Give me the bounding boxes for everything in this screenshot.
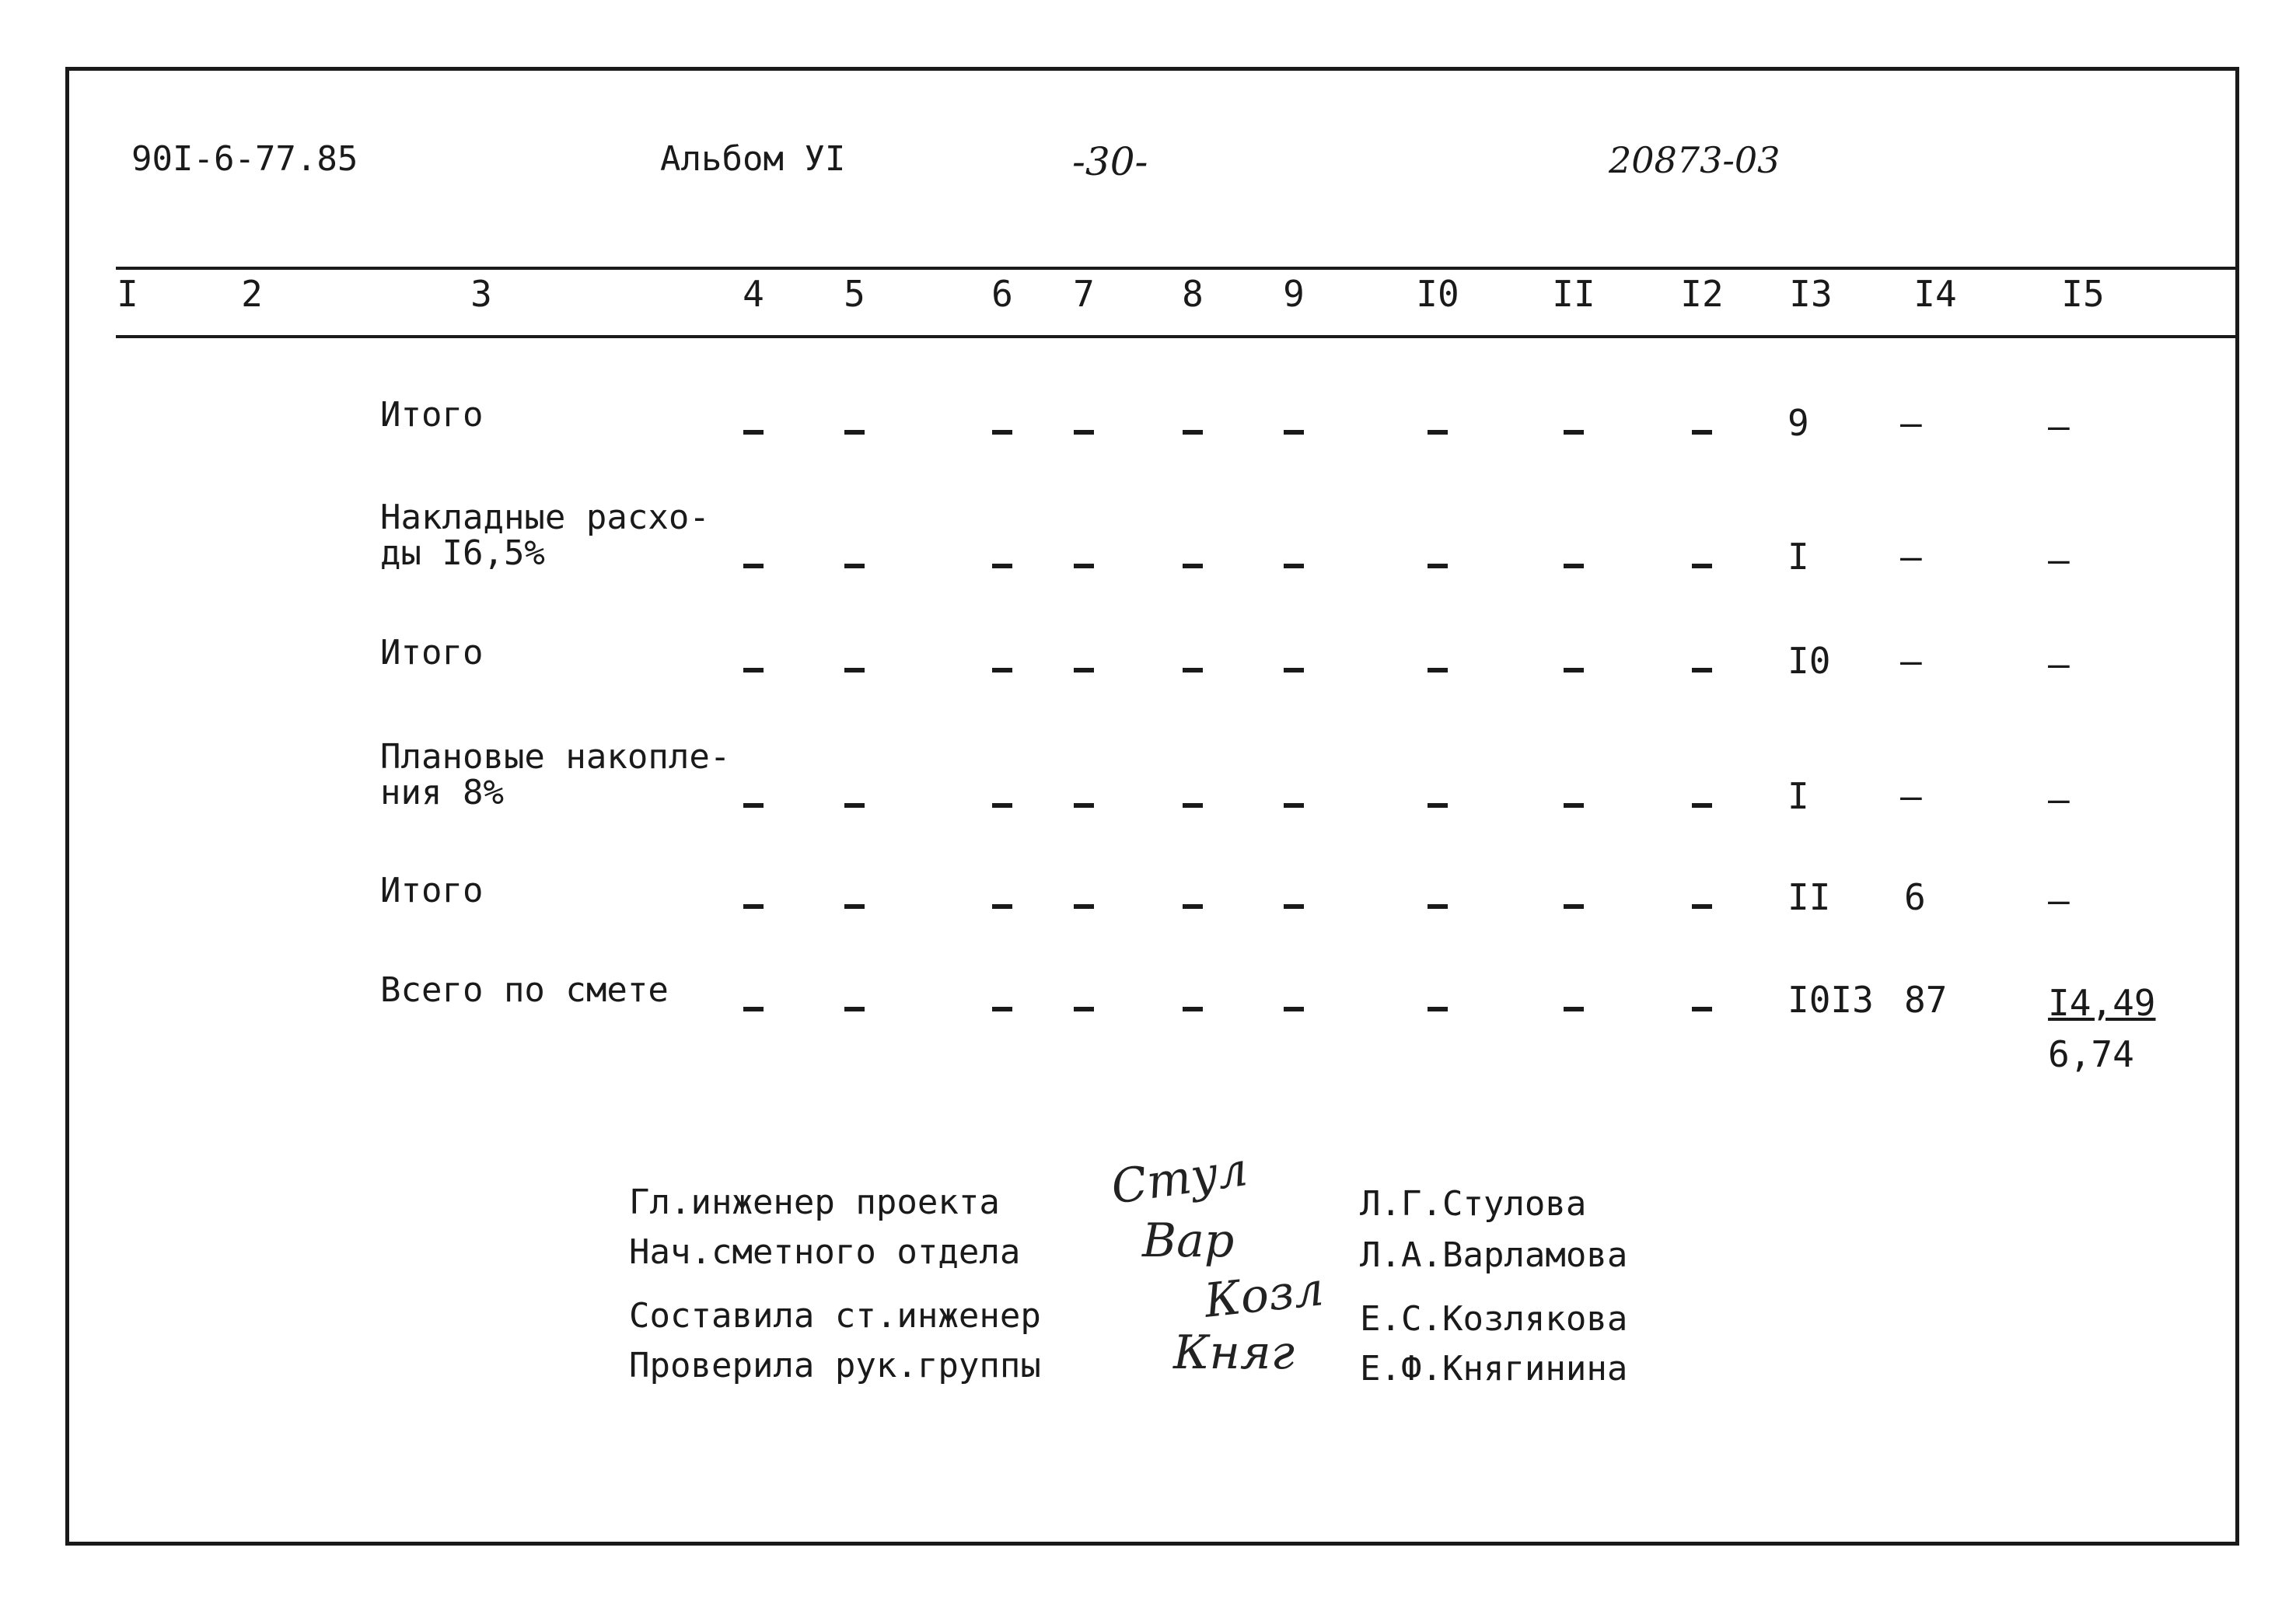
- cell-col15: –: [2048, 778, 2070, 820]
- cell-col14: –: [1900, 640, 1922, 682]
- signature-role: Проверила рук.группы: [629, 1346, 1041, 1385]
- cell-col13: I0I3: [1788, 979, 1874, 1021]
- column-number: II: [1552, 273, 1595, 315]
- empty-cell-dash: [992, 668, 1012, 672]
- empty-cell-dash: [1284, 803, 1304, 808]
- signature-name: Е.С.Козлякова: [1360, 1299, 1628, 1339]
- album-label: Альбом УI: [660, 139, 846, 179]
- empty-cell-dash: [1284, 904, 1304, 909]
- empty-cell-dash: [1564, 803, 1584, 808]
- row-label: Всего по смете: [380, 970, 669, 1010]
- empty-cell-dash: [844, 803, 865, 808]
- empty-cell-dash: [992, 904, 1012, 909]
- signature-role: Гл.инженер проекта: [629, 1183, 1000, 1222]
- column-number: 7: [1073, 273, 1095, 315]
- empty-cell-dash: [743, 668, 764, 672]
- signature-role: Нач.сметного отдела: [629, 1232, 1021, 1272]
- empty-cell-dash: [743, 1007, 764, 1011]
- empty-cell-dash: [1428, 1007, 1448, 1011]
- cell-col14: 87: [1904, 979, 1948, 1021]
- document-sheet: [65, 67, 2239, 1546]
- cell-col15: –: [2048, 879, 2070, 921]
- empty-cell-dash: [1074, 668, 1094, 672]
- empty-cell-dash: [1183, 564, 1203, 568]
- empty-cell-dash: [1428, 564, 1448, 568]
- handwritten-signature: Княг: [1173, 1326, 1295, 1380]
- empty-cell-dash: [992, 564, 1012, 568]
- empty-cell-dash: [1183, 668, 1203, 672]
- cell-col13: I: [1788, 775, 1809, 817]
- signature-name: Л.А.Варламова: [1360, 1235, 1628, 1275]
- empty-cell-dash: [844, 564, 865, 568]
- empty-cell-dash: [1183, 904, 1203, 909]
- empty-cell-dash: [1074, 1007, 1094, 1011]
- column-number: 9: [1283, 273, 1305, 315]
- header-rule-bottom: [116, 335, 2235, 338]
- header-rule-top: [116, 267, 2235, 270]
- document-code: 90I-6-77.85: [131, 139, 358, 179]
- empty-cell-dash: [1692, 1007, 1712, 1011]
- column-number: 5: [844, 273, 865, 315]
- cell-col14: –: [1900, 402, 1922, 444]
- empty-cell-dash: [1564, 904, 1584, 909]
- column-number: I3: [1789, 273, 1833, 315]
- empty-cell-dash: [844, 668, 865, 672]
- document-number: 20873-03: [1609, 139, 1781, 181]
- row-label: Итого: [380, 633, 484, 672]
- row-label: Плановые накопле-: [380, 737, 731, 777]
- column-number: I5: [2061, 273, 2105, 315]
- cell-col15: –: [2048, 405, 2070, 447]
- empty-cell-dash: [1284, 668, 1304, 672]
- cell-col13: I: [1788, 536, 1809, 578]
- cell-col15-second: 6,74: [2048, 1033, 2134, 1075]
- row-label: ния 8%: [380, 773, 504, 812]
- empty-cell-dash: [1074, 564, 1094, 568]
- empty-cell-dash: [1692, 668, 1712, 672]
- column-number: 4: [743, 273, 764, 315]
- empty-cell-dash: [1564, 668, 1584, 672]
- column-number: 2: [241, 273, 263, 315]
- cell-col14: –: [1900, 536, 1922, 578]
- empty-cell-dash: [743, 564, 764, 568]
- column-number: I4: [1913, 273, 1957, 315]
- signature-role: Составила ст.инженер: [629, 1296, 1041, 1336]
- cell-col14: –: [1900, 775, 1922, 817]
- column-number: I2: [1680, 273, 1724, 315]
- empty-cell-dash: [743, 904, 764, 909]
- empty-cell-dash: [992, 1007, 1012, 1011]
- empty-cell-dash: [743, 803, 764, 808]
- row-label: Итого: [380, 871, 484, 910]
- column-number: 6: [991, 273, 1013, 315]
- cell-col14: 6: [1904, 876, 1926, 918]
- cell-col13: I0: [1788, 640, 1831, 682]
- empty-cell-dash: [1284, 1007, 1304, 1011]
- empty-cell-dash: [1074, 803, 1094, 808]
- empty-cell-dash: [1564, 564, 1584, 568]
- cell-col13: II: [1788, 876, 1831, 918]
- empty-cell-dash: [1428, 803, 1448, 808]
- empty-cell-dash: [1428, 904, 1448, 909]
- empty-cell-dash: [1074, 430, 1094, 435]
- empty-cell-dash: [1183, 803, 1203, 808]
- column-number: I: [117, 273, 138, 315]
- empty-cell-dash: [1183, 430, 1203, 435]
- empty-cell-dash: [844, 904, 865, 909]
- handwritten-signature: Вар: [1142, 1214, 1235, 1268]
- page-number: -30-: [1072, 139, 1148, 184]
- empty-cell-dash: [1183, 1007, 1203, 1011]
- row-label: Накладные расхо-: [380, 498, 710, 537]
- cell-col15: –: [2048, 643, 2070, 685]
- empty-cell-dash: [1074, 904, 1094, 909]
- empty-cell-dash: [1692, 430, 1712, 435]
- empty-cell-dash: [1564, 1007, 1584, 1011]
- row-label: Итого: [380, 395, 484, 435]
- empty-cell-dash: [1284, 430, 1304, 435]
- empty-cell-dash: [992, 803, 1012, 808]
- cell-col15: –: [2048, 539, 2070, 581]
- cell-col13: 9: [1788, 402, 1809, 444]
- empty-cell-dash: [1692, 803, 1712, 808]
- empty-cell-dash: [844, 1007, 865, 1011]
- signature-name: Е.Ф.Княгинина: [1360, 1349, 1628, 1389]
- empty-cell-dash: [1564, 430, 1584, 435]
- empty-cell-dash: [1692, 564, 1712, 568]
- handwritten-signature: Стул: [1107, 1142, 1251, 1215]
- empty-cell-dash: [743, 430, 764, 435]
- empty-cell-dash: [992, 430, 1012, 435]
- column-number: I0: [1416, 273, 1459, 315]
- empty-cell-dash: [1284, 564, 1304, 568]
- empty-cell-dash: [1692, 904, 1712, 909]
- column-number: 8: [1182, 273, 1204, 315]
- cell-col15: I4,49: [2048, 982, 2156, 1024]
- empty-cell-dash: [844, 430, 865, 435]
- row-label: ды I6,5%: [380, 533, 545, 573]
- empty-cell-dash: [1428, 430, 1448, 435]
- empty-cell-dash: [1428, 668, 1448, 672]
- column-number: 3: [470, 273, 492, 315]
- handwritten-signature: Козл: [1201, 1262, 1326, 1329]
- signature-name: Л.Г.Стулова: [1360, 1184, 1587, 1224]
